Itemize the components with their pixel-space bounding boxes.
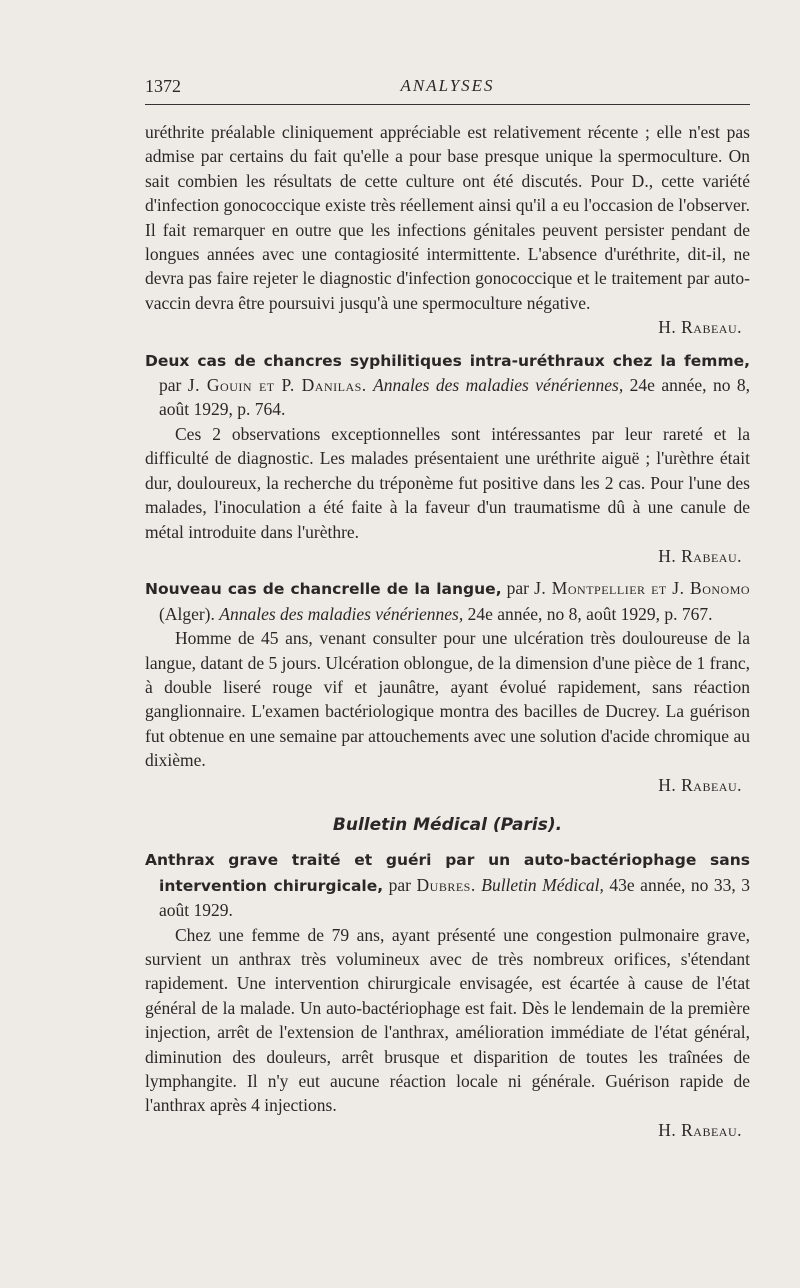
article4-title: Anthrax grave traité et guéri par un auto-bactériophage sans intervention chirurgicale, — [145, 851, 750, 895]
article4-authors: Dubres. — [416, 874, 476, 895]
article3-journal: Annales des maladies vénériennes, — [219, 603, 464, 624]
article3-title: Nouveau cas de chancrelle de la langue, — [145, 580, 502, 599]
page-content — [145, 120, 750, 1142]
article2-by: par — [159, 375, 182, 396]
article2-ref: 24e année, no 8, août 1929, p. 764. — [159, 375, 751, 420]
article4-signature: H. Rabeau. — [658, 1119, 742, 1140]
article4-journal: Bulletin Médical, — [481, 874, 604, 895]
header-rule — [145, 104, 750, 105]
running-head — [145, 76, 750, 100]
article3-ref: 24e année, no 8, août 1929, p. 767. — [467, 603, 713, 624]
header-title: ANALYSES — [400, 76, 495, 95]
article2-authors: J. Gouin et P. Danilas. — [187, 375, 367, 396]
section-title: Bulletin Médical (Paris). — [332, 814, 563, 835]
article2-signature: H. Rabeau. — [658, 545, 742, 566]
article3-heading — [145, 576, 750, 626]
article2-heading — [145, 348, 750, 422]
article3-place: (Alger). — [159, 603, 215, 624]
article3-body: Homme de 45 ans, venant consulter pour une ulcération très douloureuse de la langue, datant de 5 jours. Ulcération oblongue, de la dimension d'une pièce de 1 franc, à double liseré rouge vif et jaunâtre, ayant évolué rapidement, sans réaction ganglionnaire. L'examen bactériologique montra des bacilles de Ducrey. La guérison fut obtenue en une semaine par attouchements avec une solution d'acide chromique au dixième. — [145, 628, 750, 771]
article4-by: par — [388, 874, 412, 895]
article3-signature: H. Rabeau. — [658, 774, 742, 795]
article2-journal: Annales des maladies vénériennes, — [373, 375, 624, 396]
page-number: 1372 — [145, 76, 181, 96]
article1-body: uréthrite préalable cliniquement appréciable est relativement récente ; elle n'est pas admise par certains du fait qu'elle a pour base presque unique la spermoculture. On sait combien les résultats de cette culture ont été discutés. Pour D., cette variété d'infection gonococcique existe très réellement ainsi qu'il a eu l'occasion de l'observer. Il fait remarquer en outre que les infections génitales peuvent persister pendant de longues années avec une contagiosité intermittente. L'absence d'uréthrite, dit-il, ne devra pas faire rejeter le diagnostic d'infection gonococcique et le traitement par auto-vaccin devra être poursuivi jusqu'à une spermoculture négative. — [145, 122, 750, 313]
article2-title: Deux cas de chancres syphilitiques intra-uréthraux chez la femme, — [145, 351, 750, 370]
article4-body: Chez une femme de 79 ans, ayant présenté une congestion pulmonaire grave, survient un anthrax très volumineux avec de très nombreux orifices, s'étendant rapidement. Une intervention chirurgicale envisagée, est écartée à cause de l'état général de la malade. Un auto-bactériophage est fait. Dès le lendemain de la première injection, arrêt de l'extension de l'anthrax, amélioration immédiate de l'état général, diminution des douleurs, arrêt brusque et disparition de toutes les traînées de lymphangite. Il n'y eut aucune réaction locale ni générale. Guérison rapide de l'anthrax après 4 injections. — [145, 924, 750, 1116]
article3-by: par — [506, 578, 530, 599]
article4-heading — [145, 847, 750, 922]
article4-ref: 43e année, no 33, 3 août 1929. — [159, 874, 751, 921]
article2-body: Ces 2 observations exceptionnelles sont intéressantes par leur rareté et la difficulté de diagnostic. Les malades présentaient une uréthrite aiguë ; l'urèthre était dur, douloureux, la recherche du tréponème fut positive dans les 2 cas. Pour l'une des malades, l'inoculation a été faite à la faveur d'un traumatisme dû à une canule de métal introduite dans l'urèthre. — [145, 423, 750, 542]
article1-signature: H. Rabeau. — [658, 317, 742, 338]
article3-authors: J. Montpellier et J. Bonomo — [534, 578, 751, 599]
